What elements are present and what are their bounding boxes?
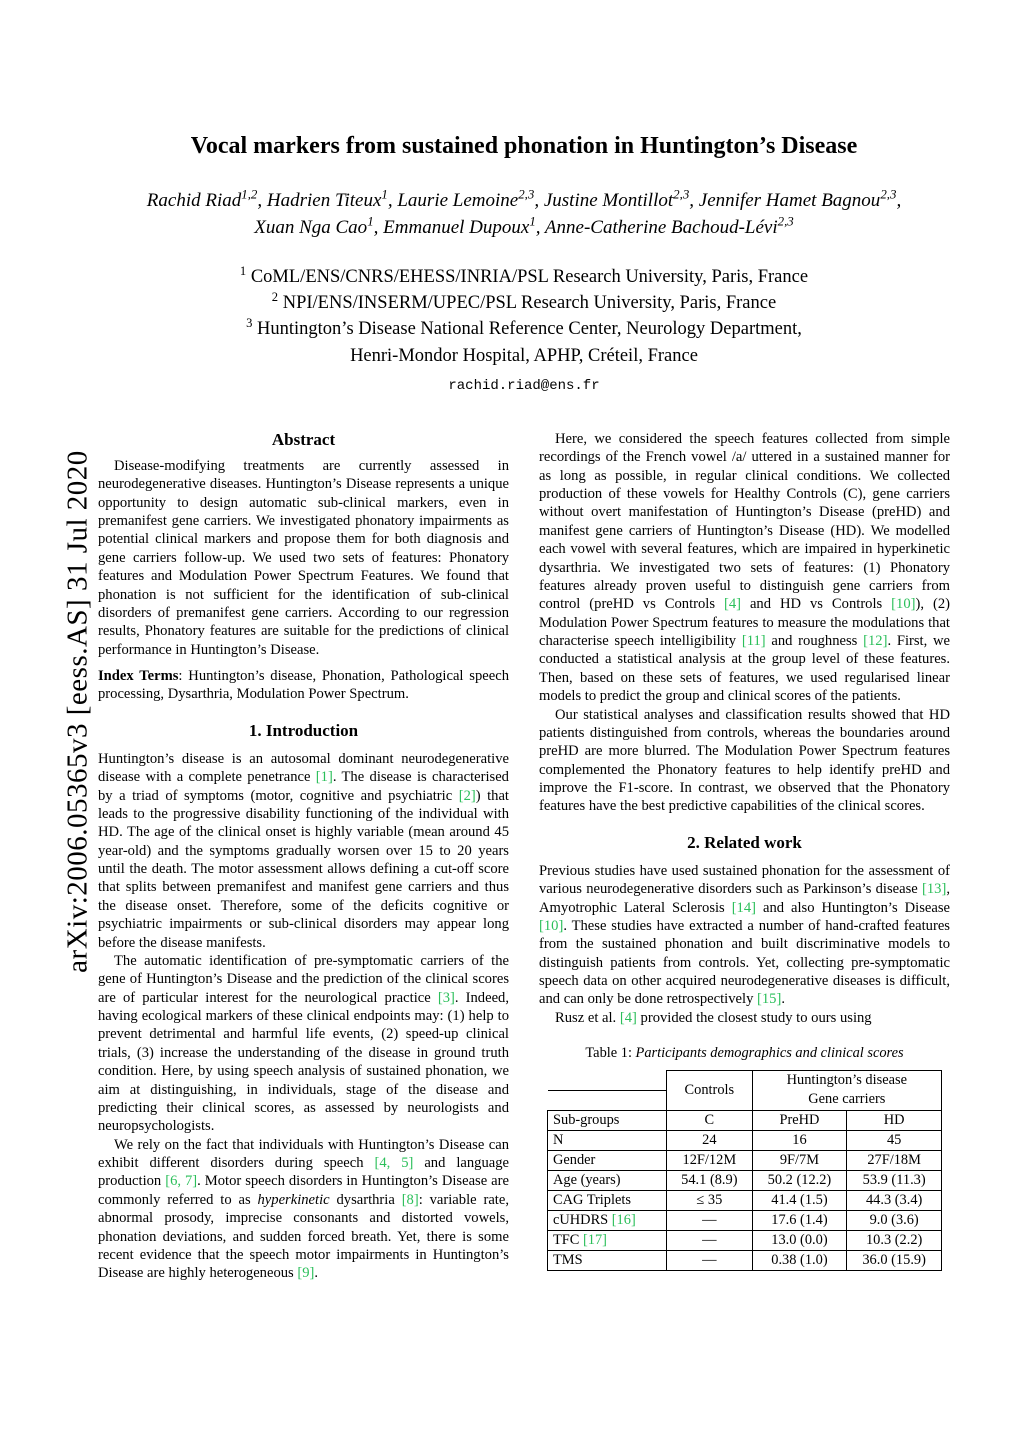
affiliation-4: Henri-Mondor Hospital, APHP, Créteil, France — [350, 345, 698, 366]
cell-cuhdrs-prehd: 17.6 (1.4) — [752, 1210, 847, 1230]
table-row — [548, 1190, 942, 1210]
page-title: Vocal markers from sustained phonation in Huntington’s Disease — [190, 133, 858, 159]
contact-email: rachid.riad@ens.fr — [448, 377, 600, 394]
citation-16[interactable]: [16] — [611, 1211, 636, 1228]
intro-paragraph-2: The automatic identification of pre-symptomatic carriers of the gene of Huntington’s Disease and the prediction of the clinical scores are of particular interest for the neurological practice [3]. Indeed, having ecological markers of these clinical endpoints may: (1) help to prevent detrimental and harmful life events, (2) speed-up clinical trials, (3) increase the understanding of the disease in ground truth condition. Here, by using speech analysis of sustained phonation, we aim at distinguishing, in individuals, stage of the disease and predicting their clinical scores, as assessed by neurologists and neuropsychologists. — [98, 952, 510, 1135]
related-paragraph-2: Rusz et al. [4] provided the closest study to ours using — [555, 1009, 872, 1026]
row-label-age: Age (years) — [548, 1170, 667, 1190]
cell-tfc-c: — — [667, 1230, 753, 1250]
cell-tms-c: — — [667, 1250, 753, 1270]
subgroup-hd: HD — [847, 1110, 942, 1130]
table-row — [548, 1250, 942, 1270]
citation-13[interactable]: [13] — [922, 881, 947, 898]
table-corner-cell — [548, 1071, 667, 1091]
row-label-tms: TMS — [548, 1250, 667, 1270]
citation-8[interactable]: [8] — [401, 1191, 419, 1208]
cell-age-prehd: 50.2 (12.2) — [752, 1170, 847, 1190]
cell-age-c: 54.1 (8.9) — [667, 1170, 753, 1190]
index-terms — [98, 667, 509, 704]
citation-6-7[interactable]: [6, 7] — [165, 1173, 198, 1190]
row-label-cag: CAG Triplets — [548, 1190, 667, 1210]
cell-cag-c: ≤ 35 — [667, 1190, 753, 1210]
table-caption-label: Table 1 — [585, 1045, 628, 1062]
citation-1[interactable]: [1] — [315, 769, 333, 786]
table-row — [548, 1170, 942, 1190]
citation-4[interactable]: [4] — [723, 596, 741, 613]
row-label-tfc-text: TFC — [553, 1231, 583, 1248]
row-label-cuhdrs — [548, 1210, 667, 1230]
table-caption-text: Participants demographics and clinical scores — [635, 1045, 904, 1062]
abstract-text: Disease-modifying treatments are currently assessed in neurodegenerative diseases. Huntington’s Disease represents a unique opportunity to design automatic sub-clinical markers, even in premanifest gene carriers. We investigated phonatory impairments as potential clinical markers and propose them for both diagnosis and gene carriers follow-up. We used two sets of features: Phonatory features and Modulation Power Spectrum Features. We found that phonation is not sufficient for the identification of sub-clinical disorders of premanifest gene carriers. According to our regression results, Phonatory features are suitable for the predictions of clinical performance in Huntington’s Disease. — [98, 457, 509, 658]
header-hd: Huntington’s disease — [752, 1071, 941, 1091]
citation-4c[interactable]: [4] — [619, 1009, 637, 1026]
intro-paragraph-3: We rely on the fact that individuals with Huntington’s Disease can exhibit different disorders during speech [4, 5] and language production [6, 7]. Motor speech disorders in Huntington’s Disease are commonly referred to as hyperkinetic dysarthria [8]: variable rate, abnormal prosody, imprecise consonants and distorted vowels, phonation deviations, and sudden forced breath. Yet, there is some recent evidence that the speech motor impairments in Huntington’s Disease are highly heterogeneous [9]. — [98, 1136, 509, 1282]
right-paragraph-1: Here, we considered the speech features collected from simple recordings of the French vowel /a/ uttered in a sustained manner for as long as possible, in regular clinical conditions. We collected production of these vowels for Healthy Controls (C), gene carriers without overt manifestation of Huntington’s Disease (preHD) and manifest gene carriers of Huntington’s Disease (HD). We modelled each vowel with several features, which are impaired in hyperkinetic dysarthria. We investigated two sets of features: (1) Phonatory features already proven useful to distinguish gene carriers from control (preHD vs Controls [4] and HD vs Controls [10]), (2) Modulation Power Spectrum features to measure the modulations that characterise speech intelligibility [11] and roughness [12]. First, we conducted a statistical analysis at the group level of these features. Then, based on these sets of features, we used regularised linear models to predict the group and clinical scores of the patients. — [539, 430, 951, 705]
table-row — [548, 1110, 942, 1130]
citation-3[interactable]: [3] — [437, 989, 455, 1006]
cell-n-prehd: 16 — [752, 1130, 847, 1150]
abstract-heading: Abstract — [271, 429, 336, 449]
cell-tms-hd: 36.0 (15.9) — [847, 1250, 942, 1270]
cell-cag-hd: 44.3 (3.4) — [847, 1190, 942, 1210]
cell-cag-prehd: 41.4 (1.5) — [752, 1190, 847, 1210]
citation-14[interactable]: [14] — [731, 899, 757, 916]
left-column — [98, 416, 509, 1283]
header-controls: Controls — [667, 1071, 753, 1111]
table-row — [548, 1230, 942, 1250]
table-row — [548, 1130, 942, 1150]
participants-demographics-table — [547, 1070, 942, 1271]
citation-4-5[interactable]: [4, 5] — [374, 1155, 414, 1172]
author-line-1: Rachid Riad$^{1,2}$, Hadrien Titeux$^1$, Laurie Lemoine$^{2,3}$, Justine Montillot$^{2,3}$, Jennifer Hamet Bagnou$^{2,3}$, — [146, 186, 902, 211]
section-heading-introduction: 1. Introduction — [248, 720, 359, 740]
row-label-tfc — [548, 1230, 667, 1250]
cell-tms-prehd: 0.38 (1.0) — [752, 1250, 847, 1270]
section-heading-related-work: 2. Related work — [687, 832, 802, 852]
row-label-subgroups: Sub-groups — [548, 1110, 667, 1130]
row-label-gender: Gender — [548, 1150, 667, 1170]
subgroup-prehd: PreHD — [752, 1110, 847, 1130]
affiliations — [98, 264, 950, 369]
header-gene-carriers: Gene carriers — [752, 1090, 941, 1110]
cell-cuhdrs-c: — — [667, 1210, 753, 1230]
affiliation-1: $^1$ CoML/ENS/CNRS/EHESS/INRIA/PSL Research University, Paris, France — [239, 263, 809, 287]
citation-10[interactable]: [10] — [891, 596, 916, 613]
citation-17[interactable]: [17] — [583, 1231, 607, 1248]
cell-cuhdrs-hd: 9.0 (3.6) — [847, 1210, 942, 1230]
citation-2[interactable]: [2] — [458, 787, 476, 804]
index-terms-label: Index Terms — [98, 668, 179, 685]
right-paragraph-2: Our statistical analyses and classification results showed that HD patients distinguished from controls, whereas the boundaries around preHD are more blurred. The Modulation Power Spectrum features complemented the Phonatory features to help identify preHD and improve the F1-score. In contrast, we observed that the Phonatory features have the best predictive capabilities of the clinical scores. — [539, 706, 950, 815]
affiliation-3: $^3$ Huntington’s Disease National Reference Center, Neurology Department, — [246, 316, 802, 340]
cell-gender-hd: 27F/18M — [847, 1150, 942, 1170]
citation-12[interactable]: [12] — [863, 633, 888, 650]
table-row — [548, 1150, 942, 1170]
cell-tfc-prehd: 13.0 (0.0) — [752, 1230, 847, 1250]
author-line-2: Xuan Nga Cao$^1$, Emmanuel Dupoux$^1$, Anne-Catherine Bachoud-Lévi$^{2,3}$ — [254, 214, 794, 239]
row-label-n: N — [548, 1130, 667, 1150]
intro-paragraph-1: Huntington’s disease is an autosomal dominant neurodegenerative disease with a complete penetrance [1]. The disease is characterised by a triad of symptoms (motor, cognitive and psychiatric [2]) that leads to the progressive disability functioning of the individual with HD. The age of the clinical onset is highly variable (mean around 45 year-old) and the symptoms gradually worsen over 15 to 20 years until the death. The motor assessment allows defining a cut-off score that splits between premanifest and manifest gene carriers and thus the disease onset. Therefore, some of the deficits cognitive or psychiatric impairments or sub-clinical disorders may appear long before the disease manifests. — [98, 750, 509, 951]
cell-n-c: 24 — [667, 1130, 753, 1150]
cell-tfc-hd: 10.3 (2.2) — [847, 1230, 942, 1250]
cell-n-hd: 45 — [847, 1130, 942, 1150]
citation-10b[interactable]: [10] — [539, 917, 564, 934]
right-column — [539, 416, 950, 1283]
citation-11[interactable]: [11] — [741, 633, 766, 650]
row-label-cuhdrs-text: cUHDRS — [553, 1211, 612, 1228]
two-column-body — [98, 416, 950, 1283]
citation-9[interactable]: [9] — [297, 1265, 315, 1282]
cell-gender-prehd: 9F/7M — [752, 1150, 847, 1170]
arxiv-stamp: arXiv:2006.05365v3 [eess.AS] 31 Jul 2020 — [61, 450, 94, 973]
cell-age-hd: 53.9 (11.3) — [847, 1170, 942, 1190]
affiliation-2: $^2$ NPI/ENS/INSERM/UPEC/PSL Research University, Paris, France — [271, 290, 777, 314]
index-terms-text: : Huntington’s disease, Phonation, Pathological speech processing, Dysarthria, Modulation Power Spectrum. — [98, 668, 509, 703]
cell-gender-c: 12F/12M — [667, 1150, 753, 1170]
paper-page — [98, 0, 950, 1448]
related-paragraph-1: Previous studies have used sustained phonation for the assessment of various neurodegenerative disorders such as Parkinson’s disease [13], Amyotrophic Lateral Sclerosis [14] and also Huntington’s Disease [10]. These studies have extracted a number of hand-crafted features from the sustained phonation and built discriminative models to distinguish patients from controls. Yet, collecting pre-symptomatic speech data on other acquired neurodegenerative diseases is difficult, and can only be done retrospectively [15]. — [539, 862, 950, 1008]
citation-15[interactable]: [15] — [757, 991, 782, 1008]
author-list — [98, 187, 950, 242]
subgroup-c: C — [667, 1110, 753, 1130]
table-caption: Table 1: Participants demographics and clinical scores — [585, 1045, 904, 1062]
table-blank-cell — [548, 1090, 667, 1110]
table-row — [548, 1071, 942, 1091]
table-row — [548, 1210, 942, 1230]
